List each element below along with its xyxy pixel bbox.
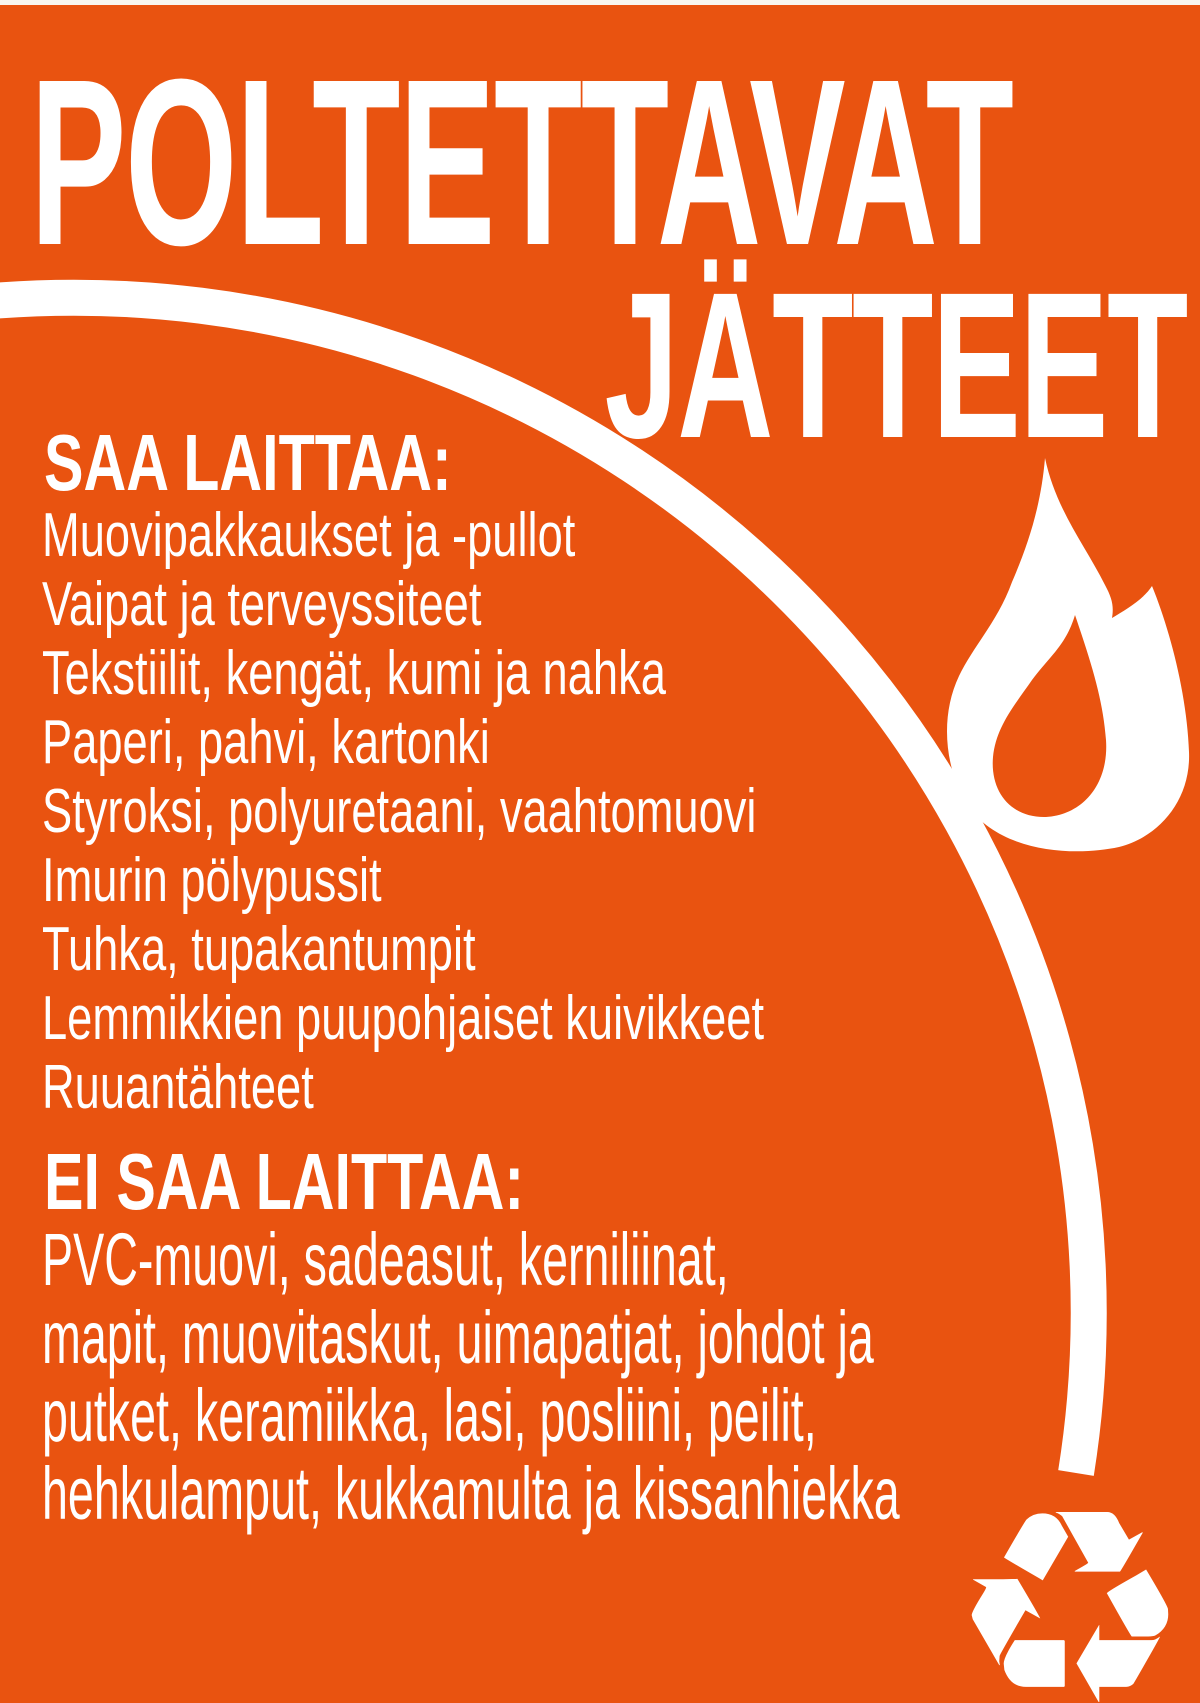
allowed-item: Lemmikkien puupohjaiset kuivikkeet [42,984,765,1053]
allowed-item: Ruuantähteet [42,1053,314,1122]
allowed-item: Styroksi, polyuretaani, vaahtomuovi [42,777,757,846]
allowed-item: Imurin pölypussit [42,846,382,915]
top-edge-strip [0,0,1200,5]
allowed-item: Vaipat ja terveyssiteet [42,570,482,639]
allowed-item: Tekstiilit, kengät, kumi ja nahka [42,639,666,708]
poster-title-line1: POLTETTAVAT [30,30,1013,295]
allowed-item: Paperi, pahvi, kartonki [42,708,490,777]
allowed-heading: SAA LAITTAA: [44,418,452,507]
not-allowed-line: hehkulamput, kukkamulta ja kissanhiekka [42,1452,900,1535]
poster-title-line2: JÄTTEET [604,250,1187,482]
not-allowed-heading: EI SAA LAITTAA: [44,1137,525,1226]
not-allowed-line: PVC-muovi, sadeasut, kerniliinat, [42,1218,729,1301]
allowed-item: Tuhka, tupakantumpit [42,915,476,984]
allowed-item: Muovipakkaukset ja -pullot [42,501,576,570]
recycling-icon: ♻ [949,1451,1192,1703]
not-allowed-line: putket, keramiikka, lasi, posliini, peilit, [42,1374,817,1457]
allowed-list [42,501,764,1122]
not-allowed-text [42,1218,900,1535]
not-allowed-line: mapit, muovitaskut, uimapatjat, johdot ja [42,1296,874,1379]
